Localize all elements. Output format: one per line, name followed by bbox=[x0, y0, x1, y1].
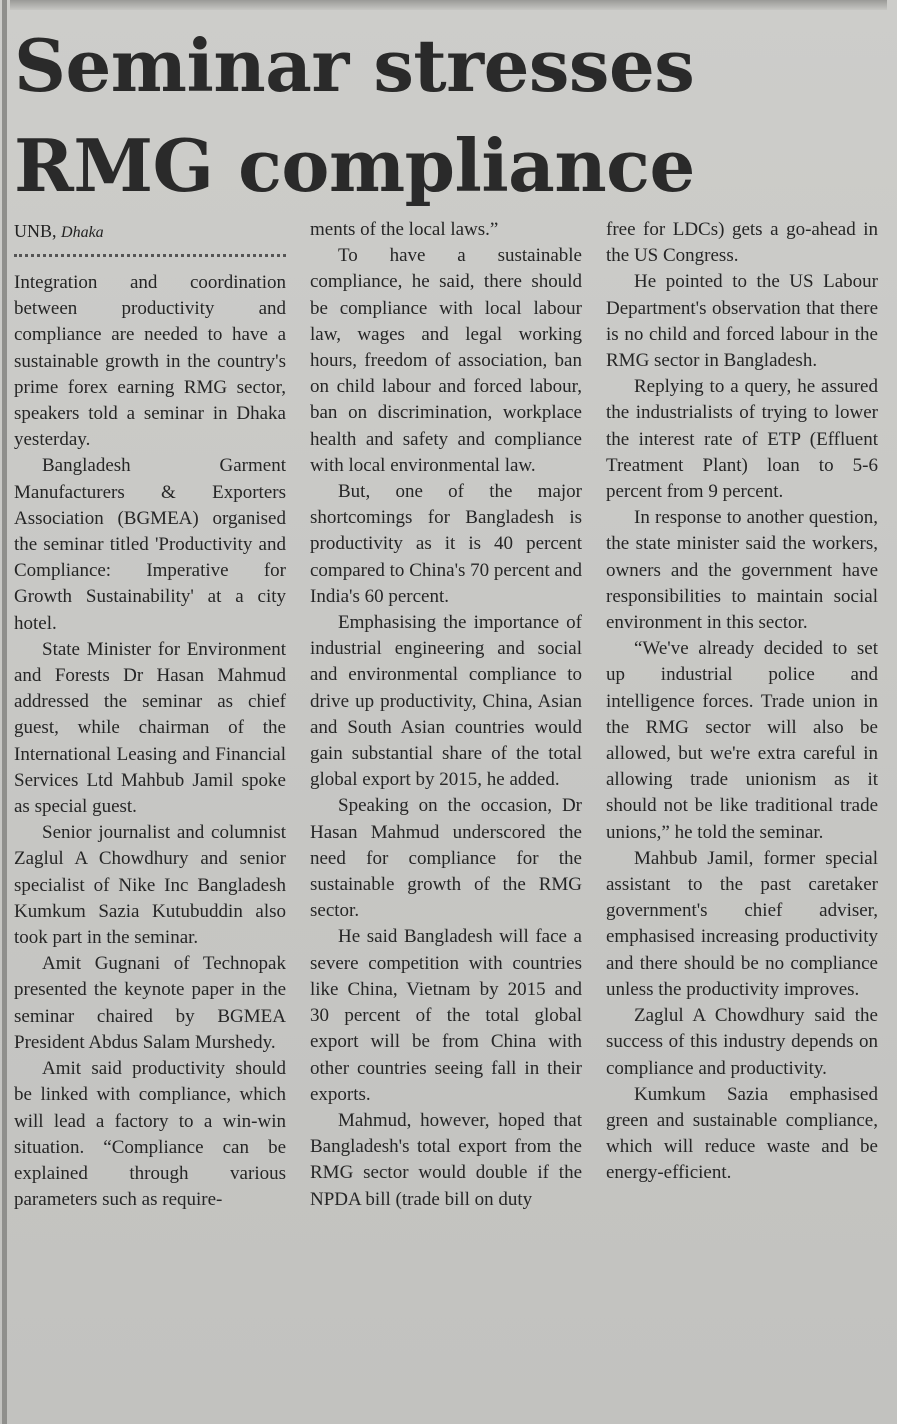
article-column-1 bbox=[14, 270, 286, 1213]
left-column-rule bbox=[2, 0, 7, 1424]
paragraph: Mahmud, however, hoped that Bangladesh's total export from the RMG sector would double if the NPDA bill (trade bill on duty bbox=[310, 1109, 582, 1210]
paragraph: State Minister for Environment and Forests Dr Hasan Mahmud addressed the seminar as chief guest, while chairman of the International Leasing and Financial Services Ltd Mahbub Jamil spoke as special guest. bbox=[14, 638, 286, 818]
paragraph: But, one of the major shortcomings for Bangladesh is productivity as it is 40 percent compared to China's 70 percent and India's 60 percent. bbox=[310, 481, 582, 607]
byline-location: Dhaka bbox=[61, 224, 104, 241]
paragraph: Integration and coordination between productivity and compliance are needed to have a sustainable growth in the country's prime forex earning RMG sector, speakers told a seminar in Dhaka yesterday. bbox=[14, 272, 286, 451]
paragraph: free for LDCs) gets a go-ahead in the US Congress. bbox=[606, 219, 878, 267]
paragraph: Speaking on the occasion, Dr Hasan Mahmud underscored the need for compliance for the sustainable growth of the RMG sector. bbox=[310, 795, 582, 922]
byline-source: UNB, bbox=[14, 221, 57, 241]
paragraph: In response to another question, the state minister said the workers, owners and the government have responsibilities to maintain social environment in this sector. bbox=[606, 507, 878, 634]
paragraph: He said Bangladesh will face a severe competition with countries like China, Vietnam by 2015 and 30 percent of the total global export will be from China with other countries seeing fall in their exports. bbox=[310, 926, 582, 1105]
article-column-2 bbox=[310, 217, 582, 1213]
paragraph: Emphasising the importance of industrial engineering and social and environmental compliance to drive up productivity, China, Asian and South Asian countries would gain substantial share of the total global export by 2015, he added. bbox=[310, 612, 582, 791]
headline: Seminar stresses RMG compliance bbox=[14, 23, 695, 208]
paragraph: To have a sustainable compliance, he said, there should be compliance with local labour law, wages and legal working hours, freedom of association, ban on child labour and forced labour, ban on discrimination, workplace health and safety and compliance with local environmental law. bbox=[310, 245, 582, 476]
paragraph: Bangladesh Garment Manufacturers & Exporters Association (BGMEA) organised the seminar titled 'Productivity and Compliance: Imperative for Growth Sustainability' at a city hotel. bbox=[14, 455, 286, 634]
byline bbox=[14, 220, 286, 244]
paragraph: He pointed to the US Labour Department's observation that there is no child and forced labour in the RMG sector in Bangladesh. bbox=[606, 271, 878, 372]
top-rule bbox=[10, 0, 887, 10]
paragraph: Kumkum Sazia emphasised green and sustainable compliance, which will reduce waste and be energy-efficient. bbox=[606, 1083, 878, 1184]
paragraph: “We've already decided to set up industrial police and intelligence forces. Trade union in the RMG sector will also be allowed, but we're extra careful in allowing trade unionism as it should not be like traditional trade unions,” he told the seminar. bbox=[606, 638, 878, 843]
paragraph: Amit Gugnani of Technopak presented the keynote paper in the seminar chaired by BGMEA President Abdus Salam Murshedy. bbox=[14, 953, 286, 1053]
paragraph: Zaglul A Chowdhury said the success of this industry depends on compliance and productivity. bbox=[606, 1005, 878, 1079]
byline-dotted-divider bbox=[14, 254, 286, 257]
article-column-3 bbox=[606, 217, 878, 1187]
paragraph: Senior journalist and columnist Zaglul A Chowdhury and senior specialist of Nike Inc Bangladesh Kumkum Sazia Kutubuddin also took part in the seminar. bbox=[14, 822, 286, 949]
paragraph: Mahbub Jamil, former special assistant to the past caretaker government's chief adviser, emphasised increasing productivity and there should be no compliance unless the productivity improves. bbox=[606, 847, 878, 1000]
paragraph: Replying to a query, he assured the industrialists of trying to lower the interest rate of ETP (Effluent Treatment Plant) loan to 5-6 percent from 9 percent. bbox=[606, 376, 878, 503]
paragraph: ments of the local laws.” bbox=[310, 219, 499, 240]
paragraph: Amit said productivity should be linked with compliance, which will lead a factory to a win-win situation. “Compliance can be explained through various parameters such as require- bbox=[14, 1058, 286, 1211]
